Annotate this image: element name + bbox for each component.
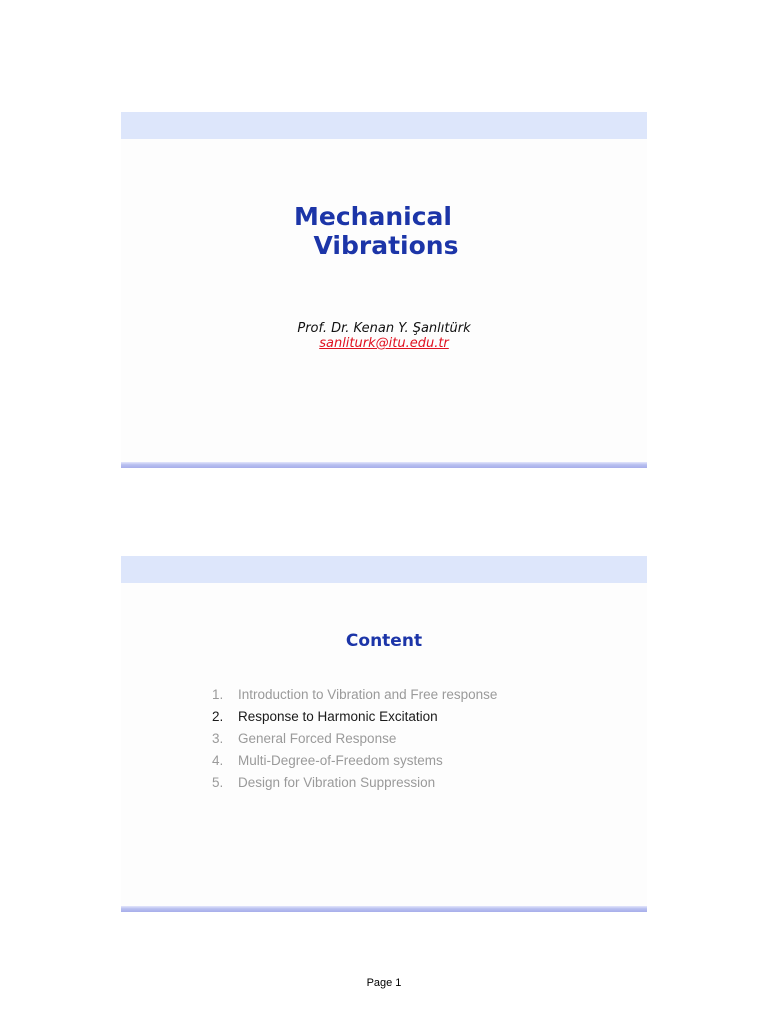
title-line-2: Vibrations xyxy=(313,231,459,260)
author-email-link[interactable]: sanliturk@itu.edu.tr xyxy=(319,336,449,351)
list-item xyxy=(212,772,497,794)
content-slide xyxy=(121,556,647,912)
author-name: Prof. Dr. Kenan Y. Şanlıtürk xyxy=(297,321,471,336)
slide-header-band xyxy=(121,112,647,139)
author-block xyxy=(121,321,647,351)
slide-footer-rule xyxy=(121,462,647,468)
list-item-label: Design for Vibration Suppression xyxy=(238,775,436,790)
title-line-1: Mechanical xyxy=(294,202,452,231)
list-item-label: General Forced Response xyxy=(238,731,397,746)
list-item-label: Response to Harmonic Excitation xyxy=(238,709,438,724)
slide-footer-rule xyxy=(121,906,647,912)
slide-header-band xyxy=(121,556,647,583)
content-heading: Content xyxy=(345,631,423,651)
list-item xyxy=(212,684,497,706)
list-item-label: Multi-Degree-of-Freedom systems xyxy=(238,753,443,768)
title-slide xyxy=(121,112,647,468)
list-item-number: 3. xyxy=(212,731,224,746)
slide-title xyxy=(121,202,647,260)
list-item xyxy=(212,750,497,772)
list-item-label: Introduction to Vibration and Free response xyxy=(238,687,498,702)
list-item-number: 1. xyxy=(212,687,224,702)
page-number: Page 1 xyxy=(366,977,402,989)
list-item-number: 2. xyxy=(212,709,224,724)
content-list xyxy=(212,684,497,794)
list-item-number: 4. xyxy=(212,753,224,768)
list-item-active xyxy=(212,706,497,728)
list-item-number: 5. xyxy=(212,775,224,790)
list-item xyxy=(212,728,497,750)
